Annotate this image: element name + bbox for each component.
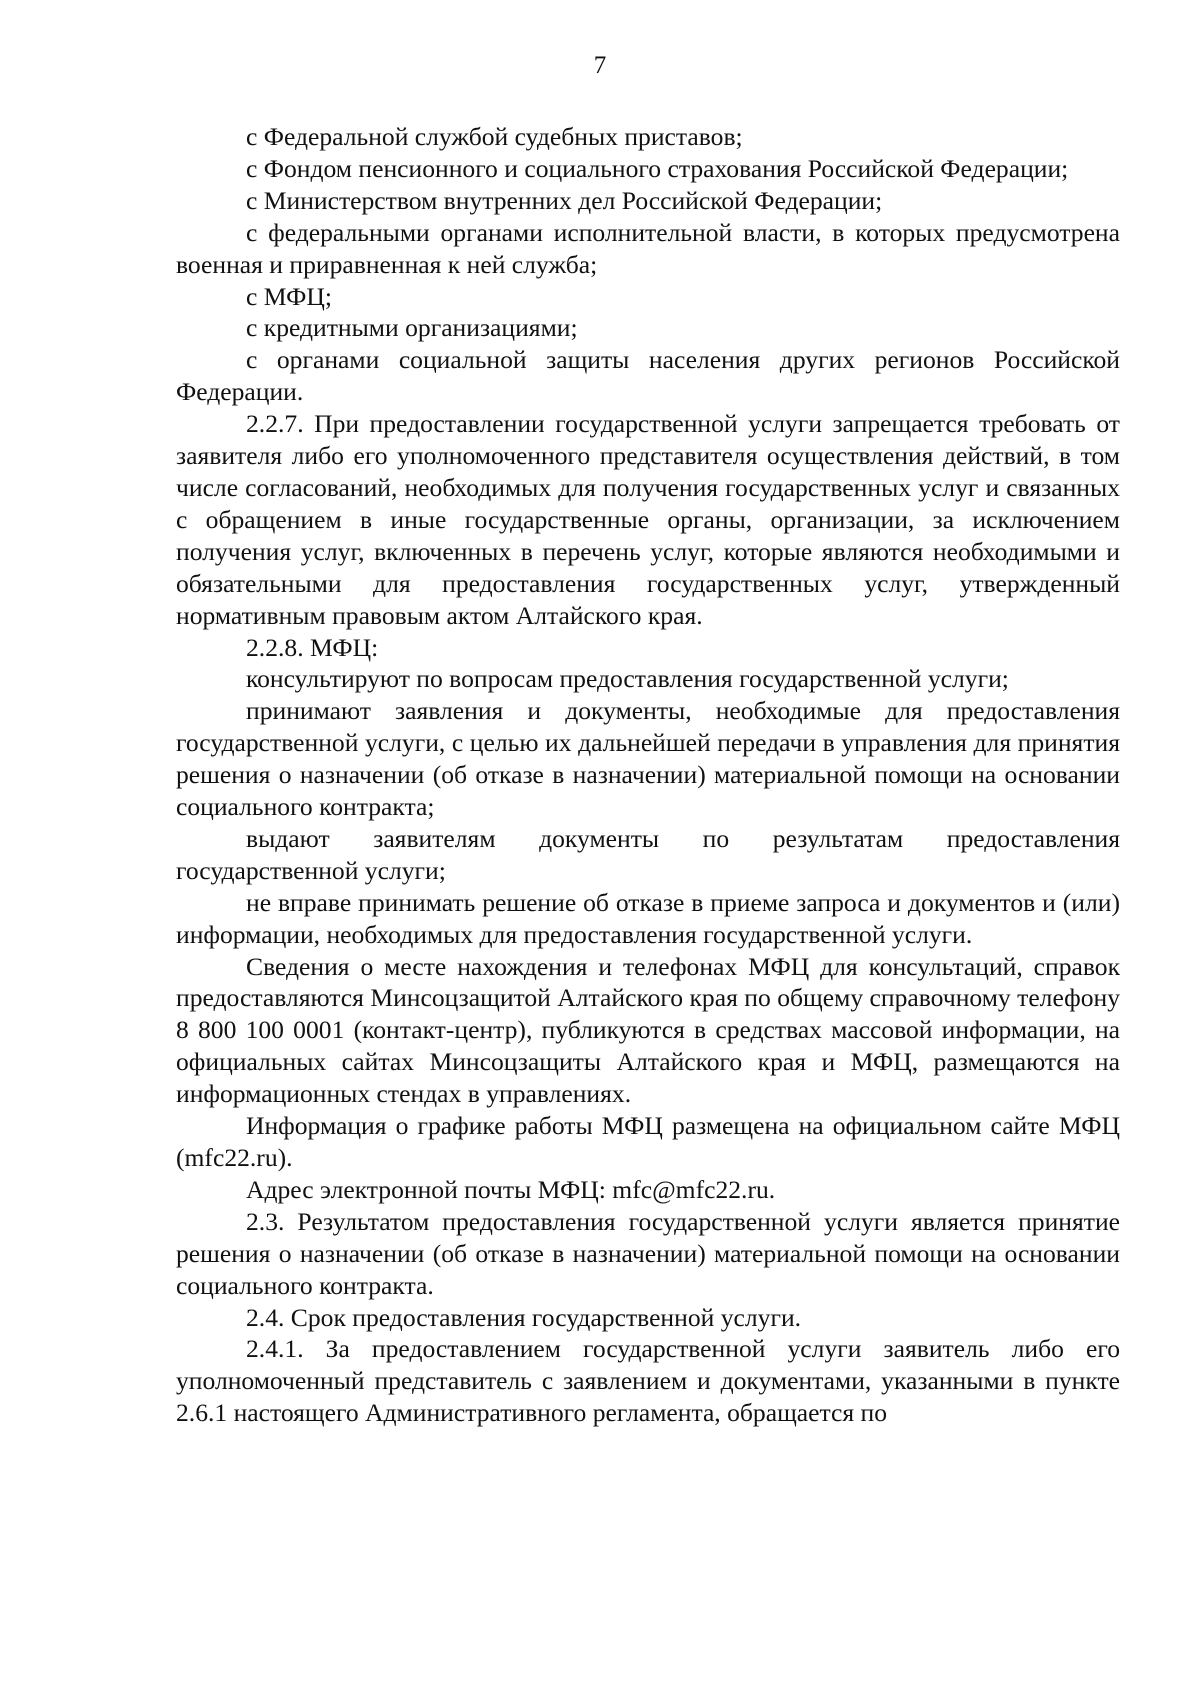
- paragraph: с федеральными органами исполнительной власти, в которых предусмотрена военная и приравненная к ней служба;: [176, 217, 1120, 279]
- paragraph: Адрес электронной почты МФЦ: mfc@mfc22.ru.: [246, 1174, 776, 1204]
- paragraph: консультируют по вопросам предоставления государственной услуги;: [246, 664, 1009, 694]
- paragraph: выдают заявителям документы по результатам предоставления государственной услуги;: [176, 823, 1120, 885]
- paragraph: Сведения о месте нахождения и телефонах МФЦ для консультаций, справок предоставляются Минсоцзащитой Алтайского края по общему справочному телефону 8 800 100 0001 (контакт-центр), публикуются в средствах массовой информации, на официальных сайтах Минсоцзащиты Алтайского края и МФЦ, размещаются на информационных стендах в управлениях.: [176, 951, 1120, 1109]
- paragraph: с Федеральной службой судебных приставов;: [246, 122, 743, 151]
- paragraph: с кредитными организациями;: [246, 313, 578, 343]
- paragraph: 2.4. Срок предоставления государственной услуги.: [246, 1302, 802, 1332]
- paragraph: 2.3. Результатом предоставления государственной услуги является принятие решения о назначении (об отказе в назначении) материальной помощи на основании социального контракта.: [176, 1206, 1120, 1300]
- paragraph: с МФЦ;: [246, 281, 332, 311]
- paragraph: 2.2.7. При предоставлении государственной услуги запрещается требовать от заявителя либо его уполномоченного представителя осуществления действий, в том числе согласований, необходимых для получения государственных услуг и связанных с обращением в иные государственные органы, организации, за исключением получения услуг, включенных в перечень услуг, которые являются необходимыми и обязательными для предоставления государственных услуг, утвержденный нормативным правовым актом Алтайского края.: [176, 409, 1120, 630]
- paragraph: не вправе принимать решение об отказе в приеме запроса и документов и (или) информации, необходимых для предоставления государственной услуги.: [176, 887, 1120, 949]
- paragraph: 2.4.1. За предоставлением государственной услуги заявитель либо его уполномоченный представитель с заявлением и документами, указанными в пункте 2.6.1 настоящего Административного регламента, обращается по: [176, 1334, 1120, 1428]
- page-number: 7: [593, 52, 607, 79]
- paragraph: Информация о графике работы МФЦ размещена на официальном сайте МФЦ (mfc22.ru).: [176, 1111, 1120, 1172]
- paragraph: 2.2.8. МФЦ:: [246, 632, 379, 662]
- paragraph: принимают заявления и документы, необходимые для предоставления государственной услуги, с целью их дальнейшей передачи в управления для принятия решения о назначении (об отказе в назначении) материальной помощи на основании социального контракта;: [176, 696, 1120, 822]
- paragraph: с Фондом пенсионного и социального страхования Российской Федерации;: [246, 153, 1069, 183]
- document-body: [176, 121, 1120, 1429]
- paragraph: с Министерством внутренних дел Российской Федерации;: [246, 185, 883, 215]
- paragraph: с органами социальной защиты населения других регионов Российской Федерации.: [176, 345, 1120, 407]
